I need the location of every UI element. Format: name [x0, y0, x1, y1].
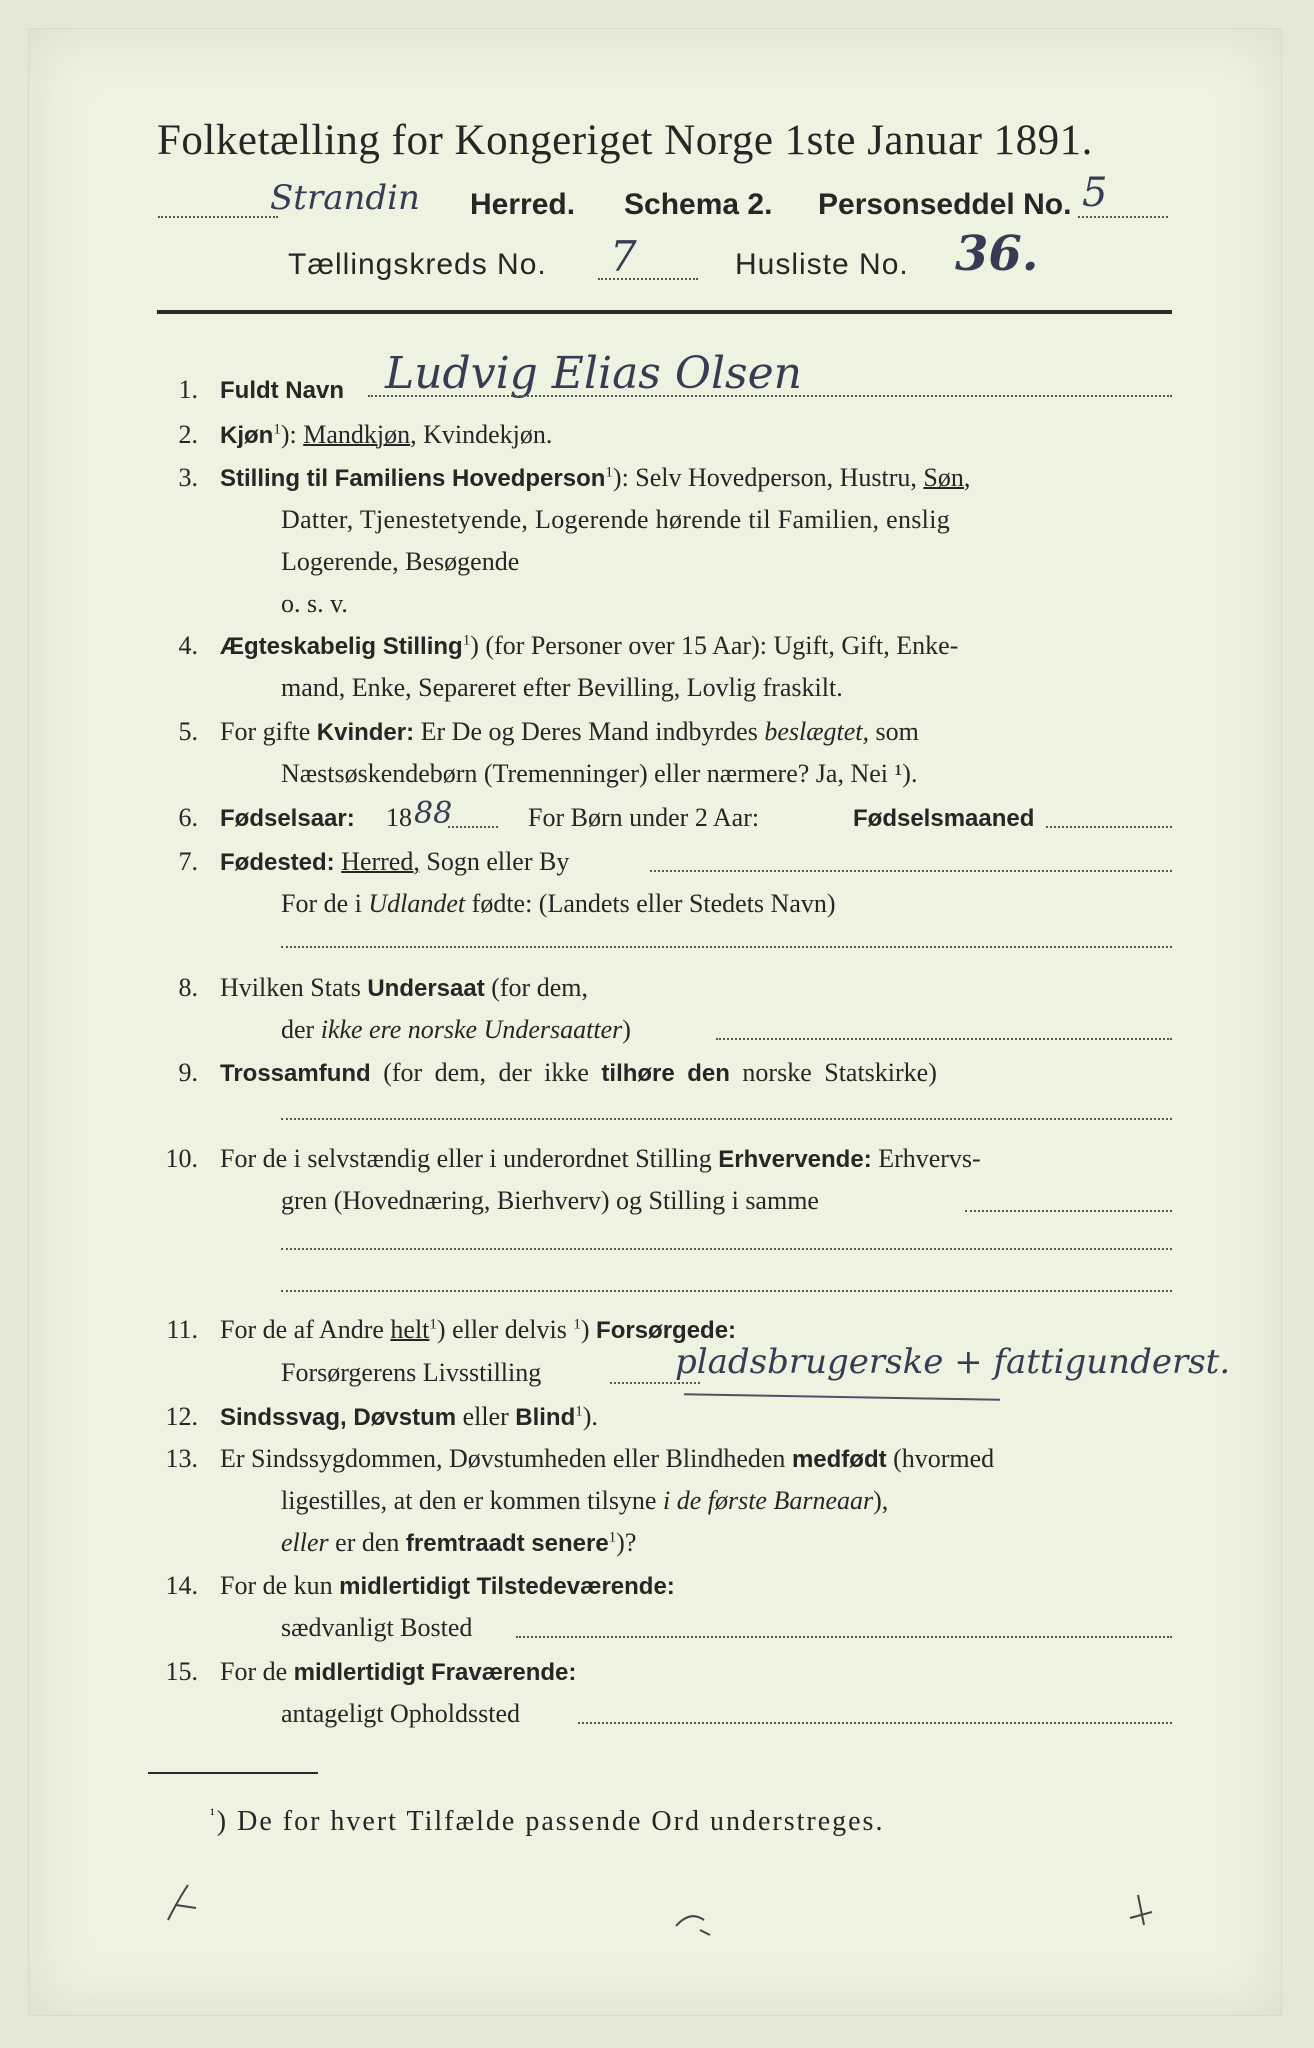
- sex-rest: ):: [280, 420, 304, 449]
- congenital-l2-end: ),: [873, 1486, 889, 1515]
- religion-label: Trossamfund: [220, 1060, 371, 1087]
- item-13-number: 13.: [165, 1444, 198, 1473]
- nationality-l2-italic: ikke ere norske Undersaatter: [320, 1015, 623, 1044]
- herred-label: Herred.: [470, 188, 576, 221]
- marital-status-line-1: [220, 631, 958, 661]
- supported-mid: ) eller delvis: [436, 1315, 574, 1344]
- birth-year-label: Fødselsaar:: [220, 805, 355, 832]
- birthplace-options: Sogn eller By: [419, 847, 570, 876]
- item-1-number: 1.: [178, 375, 198, 404]
- supported-helt: helt: [390, 1315, 430, 1344]
- schema-label: Schema 2.: [624, 188, 773, 221]
- temp-absent-line-1: [220, 1657, 576, 1687]
- taellingskreds-dotted-line: [598, 278, 698, 280]
- disability-label-2: Blind: [515, 1404, 576, 1431]
- item-5-number: 5.: [178, 717, 198, 746]
- sex-label: Kjøn: [220, 422, 274, 449]
- herred-handwritten: Strandin: [270, 178, 420, 218]
- temp-present-label: midlertidigt Tilstedeværende:: [339, 1573, 675, 1600]
- temp-absent-label: midlertidigt Fraværende:: [293, 1659, 577, 1686]
- nationality-label: Undersaat: [367, 975, 485, 1002]
- birth-year-prefix: 18: [386, 803, 412, 832]
- item-15-number: 15.: [165, 1657, 198, 1686]
- taellingskreds-value: 7: [610, 232, 637, 281]
- item-11-number: 11.: [166, 1315, 198, 1344]
- congenital-l3-label: fremtraadt senere: [405, 1530, 609, 1557]
- item-3-number: 3.: [178, 463, 198, 492]
- temp-present-pre: For de kun: [220, 1571, 340, 1600]
- occupation-label: Erhvervende:: [718, 1146, 872, 1173]
- congenital-l2-italic: i de første Barneaar: [662, 1486, 874, 1515]
- full-name-label: Fuldt Navn: [220, 377, 344, 404]
- personseddel-dotted-line: [1078, 216, 1168, 218]
- birthplace-line-2: [281, 889, 836, 919]
- supporter-line: [610, 1382, 700, 1384]
- congenital-line-1: [220, 1444, 994, 1474]
- occupation-line-c: [281, 1290, 1172, 1292]
- related-pre: For gifte: [220, 717, 317, 746]
- congenital-l3-italic: eller: [281, 1528, 329, 1557]
- sex-option-female: , Kvindekjøn.: [410, 420, 553, 449]
- item-8-number: 8.: [178, 973, 198, 1002]
- marital-status-line-2: mand, Enke, Separeret efter Bevilling, Lovlig fraskilt.: [281, 673, 843, 702]
- congenital-line-2: [281, 1486, 888, 1516]
- disability-mid: eller: [456, 1402, 516, 1431]
- congenital-label: medfødt: [791, 1446, 887, 1473]
- birth-month-text: For Børn under 2 Aar:: [528, 803, 760, 832]
- occupation-line-2: gren (Hovednæring, Bierhverv) og Stilling i samme: [281, 1186, 819, 1215]
- religion-line: [281, 1118, 1172, 1120]
- birthplace-abroad-italic: Udlandet: [368, 889, 466, 918]
- family-position-sup: 1: [605, 464, 613, 481]
- religion-space: [675, 1058, 688, 1087]
- husliste-value: 36.: [955, 226, 1039, 282]
- item-6-number: 6.: [178, 803, 198, 832]
- related-end: som: [869, 717, 919, 746]
- marital-status-options: ) (for Personer over 15 Aar): Ugift, Gift, Enke-: [470, 631, 959, 660]
- occupation-pre: For de i selvstændig eller i underordnet Stilling: [220, 1144, 719, 1173]
- congenital-l2-pre: ligestilles, at den er kommen tilsyne: [281, 1486, 663, 1515]
- congenital-pre: Er Sindssygdommen, Døvstumheden eller Blindheden: [220, 1444, 792, 1473]
- occupation-line-a: [965, 1210, 1172, 1212]
- nationality-pre: Hvilken Stats: [220, 973, 368, 1002]
- census-form-sheet: [28, 28, 1282, 2016]
- nationality-line-2: [281, 1015, 631, 1045]
- related-line-2: Næstsøskendebørn (Tremenninger) eller nærmere? Ja, Nei ¹).: [281, 759, 918, 788]
- birth-year-line: [448, 826, 498, 828]
- nationality-line-1: [220, 973, 588, 1003]
- related-text: Er De og Deres Mand indbyrdes: [414, 717, 765, 746]
- related-label: Kvinder:: [316, 719, 415, 746]
- family-position-options: ): Selv Hovedperson, Hustru,: [612, 463, 924, 492]
- religion-rest: norske Statskirke): [729, 1058, 937, 1087]
- temp-present-line-1: [220, 1571, 675, 1601]
- sex-sup: 1: [273, 421, 281, 438]
- congenital-rest: (hvormed: [886, 1444, 995, 1473]
- item-12-number: 12.: [165, 1402, 198, 1431]
- congenital-l3-end: )?: [616, 1528, 637, 1557]
- family-position-son: Søn,: [923, 463, 971, 492]
- form-title: Folketælling for Kongeriget Norge 1ste Januar 1891.: [157, 117, 1093, 164]
- family-position-line-4: o. s. v.: [281, 589, 348, 618]
- birthplace-abroad-pre: For de i: [281, 889, 369, 918]
- birthplace-herred: Herred,: [341, 847, 420, 876]
- religion-bold-1: tilhøre: [601, 1060, 675, 1087]
- disability-line: Sindssvag, Døvstum eller Blind$^1$).: [220, 1402, 598, 1431]
- temp-absent-residence-label: antageligt Opholdssted: [281, 1699, 521, 1728]
- occupation-rest: Erhvervs-: [871, 1144, 981, 1173]
- personseddel-value: 5: [1082, 170, 1108, 216]
- religion-line-1: [220, 1058, 937, 1088]
- item-2-number: 2.: [178, 420, 198, 449]
- disability-end: ).: [582, 1402, 598, 1431]
- herred-dotted-line: [158, 216, 278, 218]
- birthplace-label: Fødested:: [220, 849, 335, 876]
- nationality-line: [716, 1038, 1172, 1040]
- temp-absent-line: [578, 1722, 1172, 1724]
- nationality-l2-pre: der: [281, 1015, 321, 1044]
- husliste-label: Husliste No.: [735, 248, 909, 281]
- birth-month-line: [1046, 826, 1172, 828]
- birthplace-line-1: [220, 847, 569, 877]
- item-14-number: 14.: [165, 1571, 198, 1600]
- sex-line: [220, 420, 552, 450]
- related-italic: beslægtet,: [764, 717, 870, 746]
- nationality-rest: (for dem,: [484, 973, 588, 1002]
- religion-text: (for dem, der ikke: [370, 1058, 602, 1087]
- related-line-1: [220, 717, 919, 747]
- nationality-l2-end: ): [622, 1015, 631, 1044]
- footnote: [210, 1806, 884, 1838]
- birth-month-label: Fødselsmaaned: [853, 805, 1035, 832]
- family-position-label: Stilling til Familiens Hovedperson: [220, 465, 606, 492]
- marital-status-sup: 1: [462, 632, 471, 649]
- item-9-number: 9.: [178, 1058, 198, 1087]
- footnote-rule: [148, 1772, 318, 1774]
- supported-line-1: For de af Andre helt$^1$) eller delvis $^1$) Forsørgede:: [220, 1315, 737, 1344]
- temp-present-line: [516, 1636, 1172, 1638]
- item-7-number: 7.: [178, 847, 198, 876]
- occupation-line-1: [220, 1144, 981, 1174]
- full-name-line: [368, 395, 1172, 397]
- occupation-line-b: [281, 1248, 1172, 1250]
- full-name-value: Ludvig Elias Olsen: [385, 348, 802, 399]
- temp-present-residence-label: sædvanligt Bosted: [281, 1613, 473, 1642]
- birthplace-line: [650, 870, 1172, 872]
- family-position-line-1: [220, 463, 970, 493]
- disability-label: Sindssvag, Døvstum: [220, 1404, 457, 1431]
- birthplace-abroad-rest: fødte: (Landets eller Stedets Navn): [465, 889, 836, 918]
- marital-status-label: Ægteskabelig Stilling: [220, 633, 463, 660]
- congenital-line-3: eller er den fremtraadt senere$^1$)?: [281, 1528, 637, 1557]
- supporter-label: Forsørgerens Livsstilling: [281, 1358, 542, 1387]
- birth-year-value: 88: [414, 796, 453, 831]
- religion-bold-2: den: [687, 1060, 730, 1087]
- supported-label: Forsørgede:: [596, 1317, 737, 1344]
- item-4-number: 4.: [178, 631, 198, 660]
- header-rule: [157, 310, 1172, 314]
- footnote-text: ) De for hvert Tilfælde passende Ord understreges.: [216, 1806, 885, 1837]
- taellingskreds-label: Tællingskreds No.: [288, 248, 547, 281]
- congenital-l3-pre: er den: [328, 1528, 406, 1557]
- family-position-line-3: Logerende, Besøgende: [281, 547, 520, 576]
- supporter-value: pladsbrugerske + fattigunderst.: [675, 1342, 1231, 1382]
- supported-pre: For de af Andre: [220, 1315, 391, 1344]
- sex-option-male: Mandkjøn: [303, 420, 411, 449]
- personseddel-label: Personseddel No.: [818, 188, 1072, 221]
- birthplace-abroad-line: [281, 946, 1172, 948]
- footnote-sup: ¹: [210, 1806, 217, 1824]
- item-10-number: 10.: [165, 1144, 198, 1173]
- temp-absent-pre: For de: [220, 1657, 294, 1686]
- family-position-line-2: Datter, Tjenestetyende, Logerende hørende til Familien, enslig: [281, 505, 951, 534]
